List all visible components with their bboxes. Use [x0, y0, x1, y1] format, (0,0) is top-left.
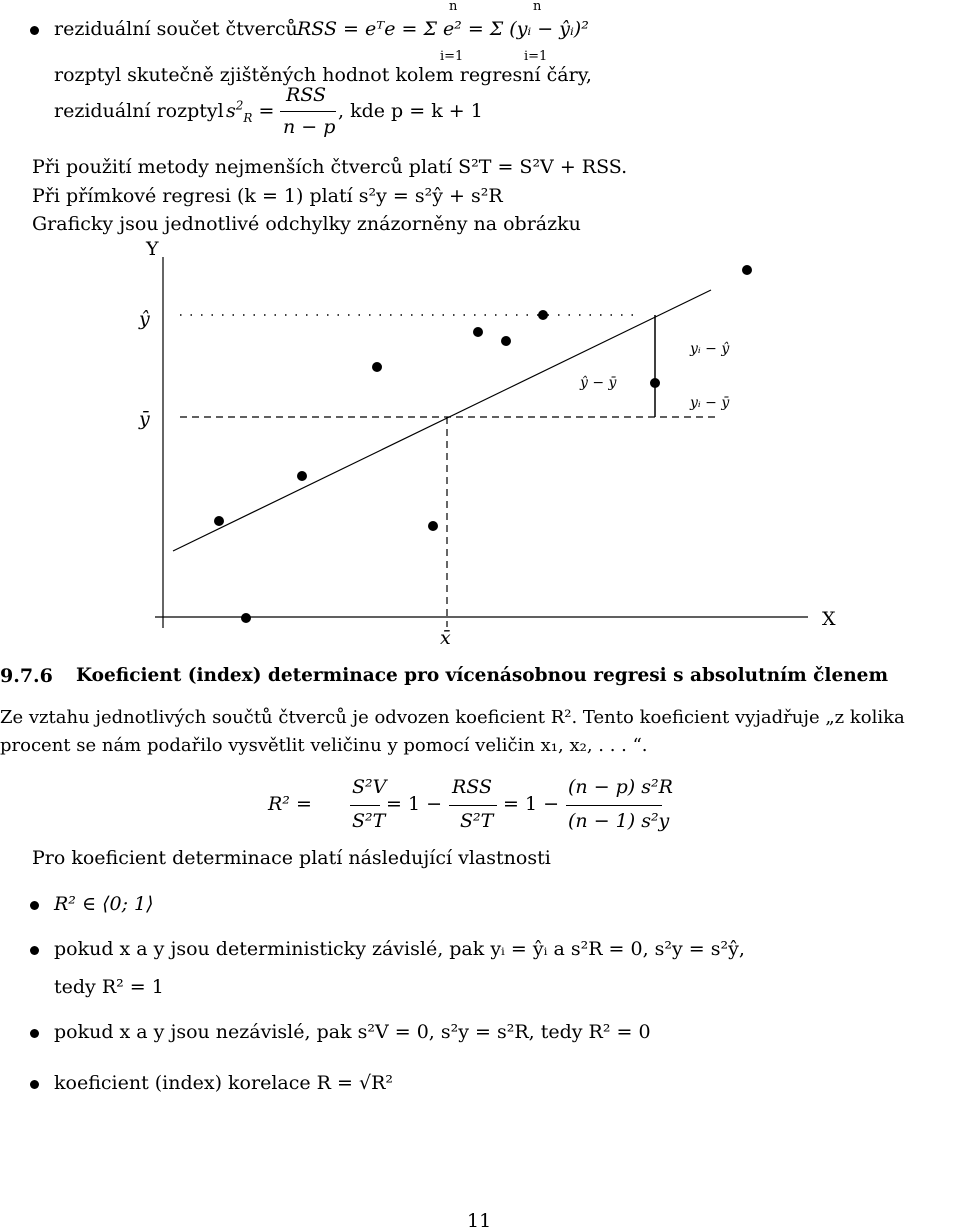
residual-den: n − p — [283, 116, 336, 138]
para1-line2: procent se nám podařilo vysvětlit veličinu y pomocí veličin x₁, x₂, . . . “. — [0, 735, 648, 756]
frac1-num: S²V — [352, 776, 387, 798]
para1-line1: Ze vztahu jednotlivých součtů čtverců je odvozen koeficient R². Tento koeficient vyjadřuje „z kolika — [0, 707, 905, 728]
property-4: koeficient (index) korelace R = √R² — [54, 1072, 393, 1094]
label-yi-minus-yhat: yᵢ − ŷ — [690, 341, 730, 357]
frac2-den: S²T — [460, 810, 494, 832]
frac2-num: RSS — [452, 776, 493, 798]
page-number: 11 — [467, 1210, 492, 1232]
eq-one-minus-1: = 1 − — [386, 793, 443, 815]
bullet-prop-3 — [30, 1029, 39, 1038]
x-axis-label: X — [822, 608, 836, 630]
props-intro: Pro koeficient determinace platí následující vlastnosti — [32, 847, 551, 869]
section-title: Koeficient (index) determinace pro vícenásobnou regresi s absolutním členem — [76, 665, 889, 686]
label-ybar: ȳ — [139, 408, 150, 430]
frac1-bar — [350, 805, 380, 806]
residual-frac-bar — [280, 111, 336, 112]
regression-line — [173, 290, 711, 551]
data-point — [538, 310, 548, 320]
sum-upper-1: n — [449, 0, 458, 14]
frac1-den: S²T — [352, 810, 386, 832]
line-primka: Při přímkové regresi (k = 1) platí s²y = s²ŷ + s²R — [32, 185, 503, 207]
rss-prefix: reziduální součet čtverců — [54, 18, 298, 40]
label-yhat-minus-ybar: ŷ − ȳ — [580, 375, 617, 391]
line-rozptyl: rozptyl skutečně zjištěných hodnot kolem regresní čáry, — [54, 64, 592, 86]
residual-suffix: , kde p = k + 1 — [338, 100, 483, 122]
data-point — [214, 516, 224, 526]
rss-formula: RSS = eᵀe = Σ e² = Σ (yᵢ − ŷᵢ)² — [297, 18, 589, 40]
label-xbar: x̄ — [440, 627, 451, 649]
bullet-rss — [30, 26, 39, 35]
line-mnc: Při použití metody nejmenších čtverců platí S²T = S²V + RSS. — [32, 156, 628, 178]
line-graficky: Graficky jsou jednotlivé odchylky znázorněny na obrázku — [32, 213, 581, 235]
frac3-bar — [566, 805, 662, 806]
property-2: pokud x a y jsou deterministicky závislé, pak yᵢ = ŷᵢ a s²R = 0, s²y = s²ŷ, — [54, 938, 745, 960]
data-point — [650, 378, 660, 388]
formula-r2: R² = — [268, 793, 312, 815]
line-residual-prefix: reziduální rozptyl — [54, 100, 224, 122]
data-point — [241, 613, 251, 623]
data-point — [297, 471, 307, 481]
label-yhat: ŷ — [139, 308, 150, 330]
bullet-prop-1 — [30, 901, 39, 910]
data-point — [501, 336, 511, 346]
frac2-bar — [449, 805, 497, 806]
sum-upper-2: n — [533, 0, 542, 14]
sum-lower-1: i=1 — [440, 49, 464, 64]
property-3: pokud x a y jsou nezávislé, pak s²V = 0, s²y = s²R, tedy R² = 0 — [54, 1021, 651, 1043]
data-point — [372, 362, 382, 372]
y-axis-label: Y — [146, 238, 159, 260]
data-point — [473, 327, 483, 337]
bullet-prop-4 — [30, 1080, 39, 1089]
section-number: 9.7.6 — [0, 665, 53, 687]
residual-num: RSS — [286, 84, 327, 106]
regression-diagram — [0, 235, 960, 655]
sum-lower-2: i=1 — [524, 49, 548, 64]
property-1: R² ∈ ⟨0; 1⟩ — [54, 893, 154, 915]
bullet-prop-2 — [30, 946, 39, 955]
data-point — [742, 265, 752, 275]
property-2-cont: tedy R² = 1 — [54, 976, 164, 998]
residual-s2r: $s^2_R$ = — [226, 98, 275, 125]
data-point — [428, 521, 438, 531]
frac3-num: (n − p) s²R — [568, 776, 673, 798]
label-yi-minus-ybar: yᵢ − ȳ — [690, 395, 730, 411]
frac3-den: (n − 1) s²y — [568, 810, 670, 832]
eq-one-minus-2: = 1 − — [503, 793, 560, 815]
